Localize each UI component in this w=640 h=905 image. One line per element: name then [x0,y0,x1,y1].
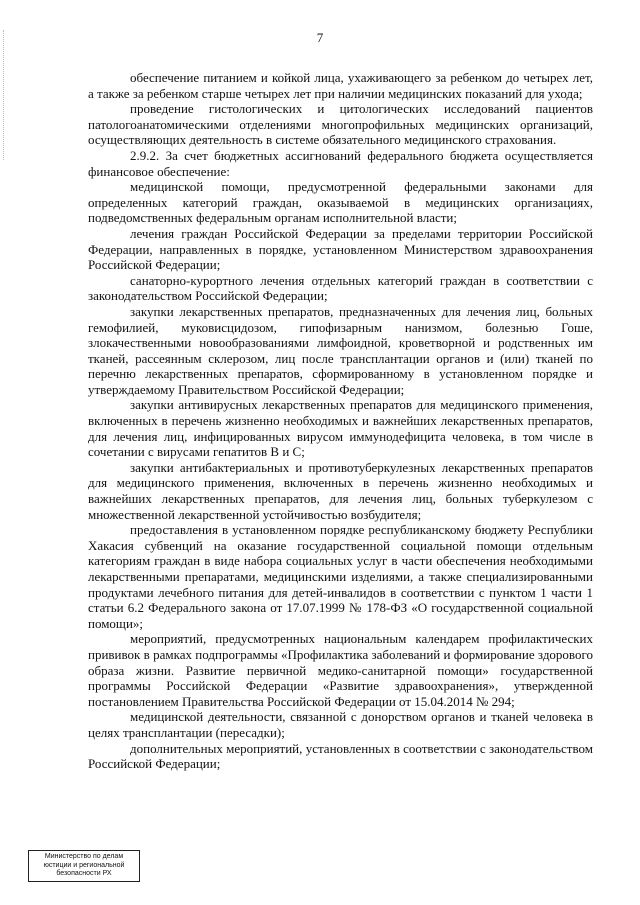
ministry-stamp [28,850,140,882]
paragraph: закупки антибактериальных и противотуберкулезных лекарственных препаратов для медицинского применения, включенных в перечень жизненно необходимых и важнейших лекарственных препаратов, для лечения лиц, больных туберкулезом с множественной лекарственной устойчивостью возбудителя; [88,459,593,522]
paragraph: закупки антивирусных лекарственных препаратов для медицинского применения, включенных в перечень жизненно необходимых и важнейших лекарственных препаратов, для лечения лиц, инфицированных вирусом иммунодефицита человека, в том числе в сочетании с вирусами гепатитов В и С; [88,397,593,460]
paragraph: обеспечение питанием и койкой лица, ухаживающего за ребенком до четырех лет, а также за ребенком старше четырех лет при наличии медицинских показаний для ухода; [88,70,593,101]
paragraph: дополнительных мероприятий, установленных в соответствии с законодательством Российской Федерации; [88,740,593,772]
paragraph: санаторно-курортного лечения отдельных категорий граждан в соответствии с законодательством Российской Федерации; [88,272,593,304]
paragraph: медицинской деятельности, связанной с донорством органов и тканей человека в целях трансплантации (пересадки); [88,709,593,740]
paragraph: проведение гистологических и цитологических исследований пациентов патологоанатомическими отделениями многопрофильных медицинских организаций, осуществляющих деятельность в системе обязательного медицинского страхования. [88,101,593,148]
scan-edge-marks [3,30,8,160]
paragraph: 2.9.2. За счет бюджетных ассигнований федерального бюджета осуществляется финансовое обеспечение: [88,147,593,179]
paragraph: медицинской помощи, предусмотренной федеральными законами для определенных категорий граждан, оказываемой в медицинских организациях, подведомственных федеральным органам исполнительной власти; [88,179,593,226]
paragraph: предоставления в установленном порядке республиканскому бюджету Республики Хакасия субвенций на оказание государственной социальной помощи отдельным категориям граждан в виде набора социальных услуг в части обеспечения необходимыми лекарственными препаратами, медицинскими изделиями, а также специализированными продуктами лечебного питания для детей-инвалидов в соответствии с пунктом 1 части 1 статьи 6.2 Федерального закона от 17.07.1999 № 178-ФЗ «О государственной социальной помощи»; [88,522,593,631]
document-body [88,70,593,772]
paragraph: закупки лекарственных препаратов, предназначенных для лечения лиц, больных гемофилией, муковисцидозом, гипофизарным нанизмом, болезнью Гоше, злокачественными новообразованиями лимфоидной, кроветворной и родственных им тканей, рассеянным склерозом, лиц после трансплантации органов и (или) тканей по перечню лекарственных препаратов, сформированному в установленном порядке и утверждаемому Правительством Российской Федерации; [88,303,593,397]
paragraph: лечения граждан Российской Федерации за пределами территории Российской Федерации, направленных в порядке, установленном Министерством здравоохранения Российской Федерации; [88,225,593,273]
paragraph: мероприятий, предусмотренных национальным календарем профилактических прививок в рамках подпрограммы «Профилактика заболеваний и формирование здорового образа жизни. Развитие первичной медико-санитарной помощи» государственной программы Российской Федерации «Развитие здравоохранения», утвержденной постановлением Правительства Российской Федерации от 15.04.2014 № 294; [88,631,593,709]
stamp-line: Министерство по делам [44,853,124,860]
stamp-line: юстиции и региональной [43,861,125,869]
page-number: 7 [316,30,324,45]
stamp-line: безопасности РХ [56,870,112,877]
